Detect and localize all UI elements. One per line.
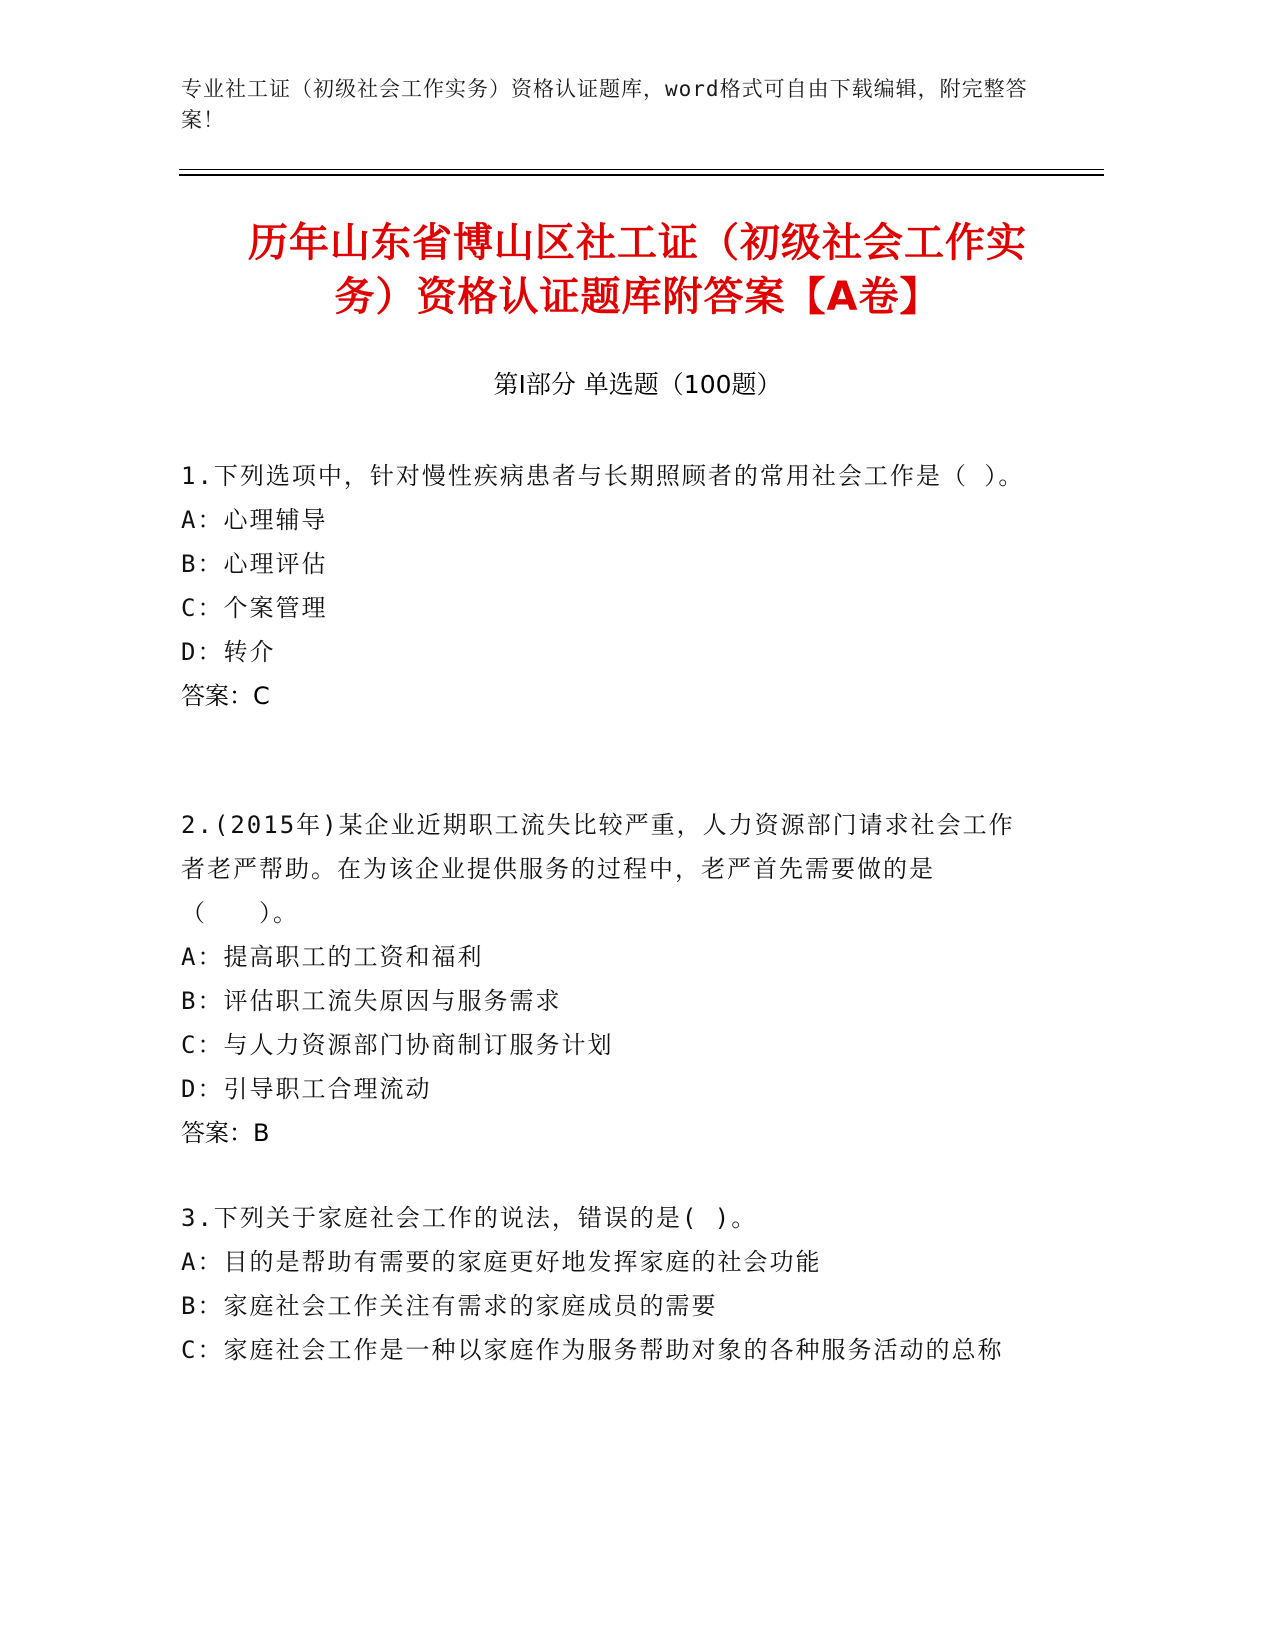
option-d: D：转介 (181, 638, 276, 666)
option-b: B：心理评估 (181, 550, 328, 578)
option-c: C：个案管理 (181, 594, 328, 622)
question-stem: 3.下列关于家庭社会工作的说法，错误的是( )。 (181, 1204, 758, 1232)
header-note: 专业社工证（初级社会工作实务）资格认证题库，word格式可自由下载编辑，附完整答案！ (181, 77, 1028, 132)
document-title-line-2: 务）资格认证题库附答案【A卷】 (334, 274, 941, 320)
answer-line: 答案：B (181, 1119, 270, 1147)
option-b: B：家庭社会工作关注有需求的家庭成员的需要 (181, 1292, 718, 1320)
document-title-line-1: 历年山东省博山区社工证（初级社会工作实 (248, 220, 1027, 266)
question-stem: 2.(2015年)某企业近期职工流失比较严重，人力资源部门请求社会工作者老严帮助。在为该企业提供服务的过程中，老严首先需要做的是（ ）。 (181, 811, 1015, 927)
option-a: A：心理辅导 (181, 506, 328, 534)
option-a: A：目的是帮助有需要的家庭更好地发挥家庭的社会功能 (181, 1248, 822, 1276)
header-divider-thin (179, 169, 1104, 170)
question-stem: 1.下列选项中，针对慢性疾病患者与长期照顾者的常用社会工作是（ ）。 (181, 462, 1025, 490)
question-3 (181, 1196, 1031, 1372)
option-a: A：提高职工的工资和福利 (181, 943, 484, 971)
option-c: C：家庭社会工作是一种以家庭作为服务帮助对象的各种服务活动的总称 (181, 1336, 1004, 1364)
option-d: D：引导职工合理流动 (181, 1075, 432, 1103)
question-1 (181, 454, 1031, 718)
question-2 (181, 803, 1031, 1155)
document-title (150, 216, 1125, 324)
section-heading: 第Ⅰ部分 单选题（100题） (493, 370, 782, 399)
answer-line: 答案：C (181, 682, 270, 710)
option-b: B：评估职工流失原因与服务需求 (181, 987, 562, 1015)
header-divider-thick (179, 174, 1104, 176)
option-c: C：与人力资源部门协商制订服务计划 (181, 1031, 614, 1059)
